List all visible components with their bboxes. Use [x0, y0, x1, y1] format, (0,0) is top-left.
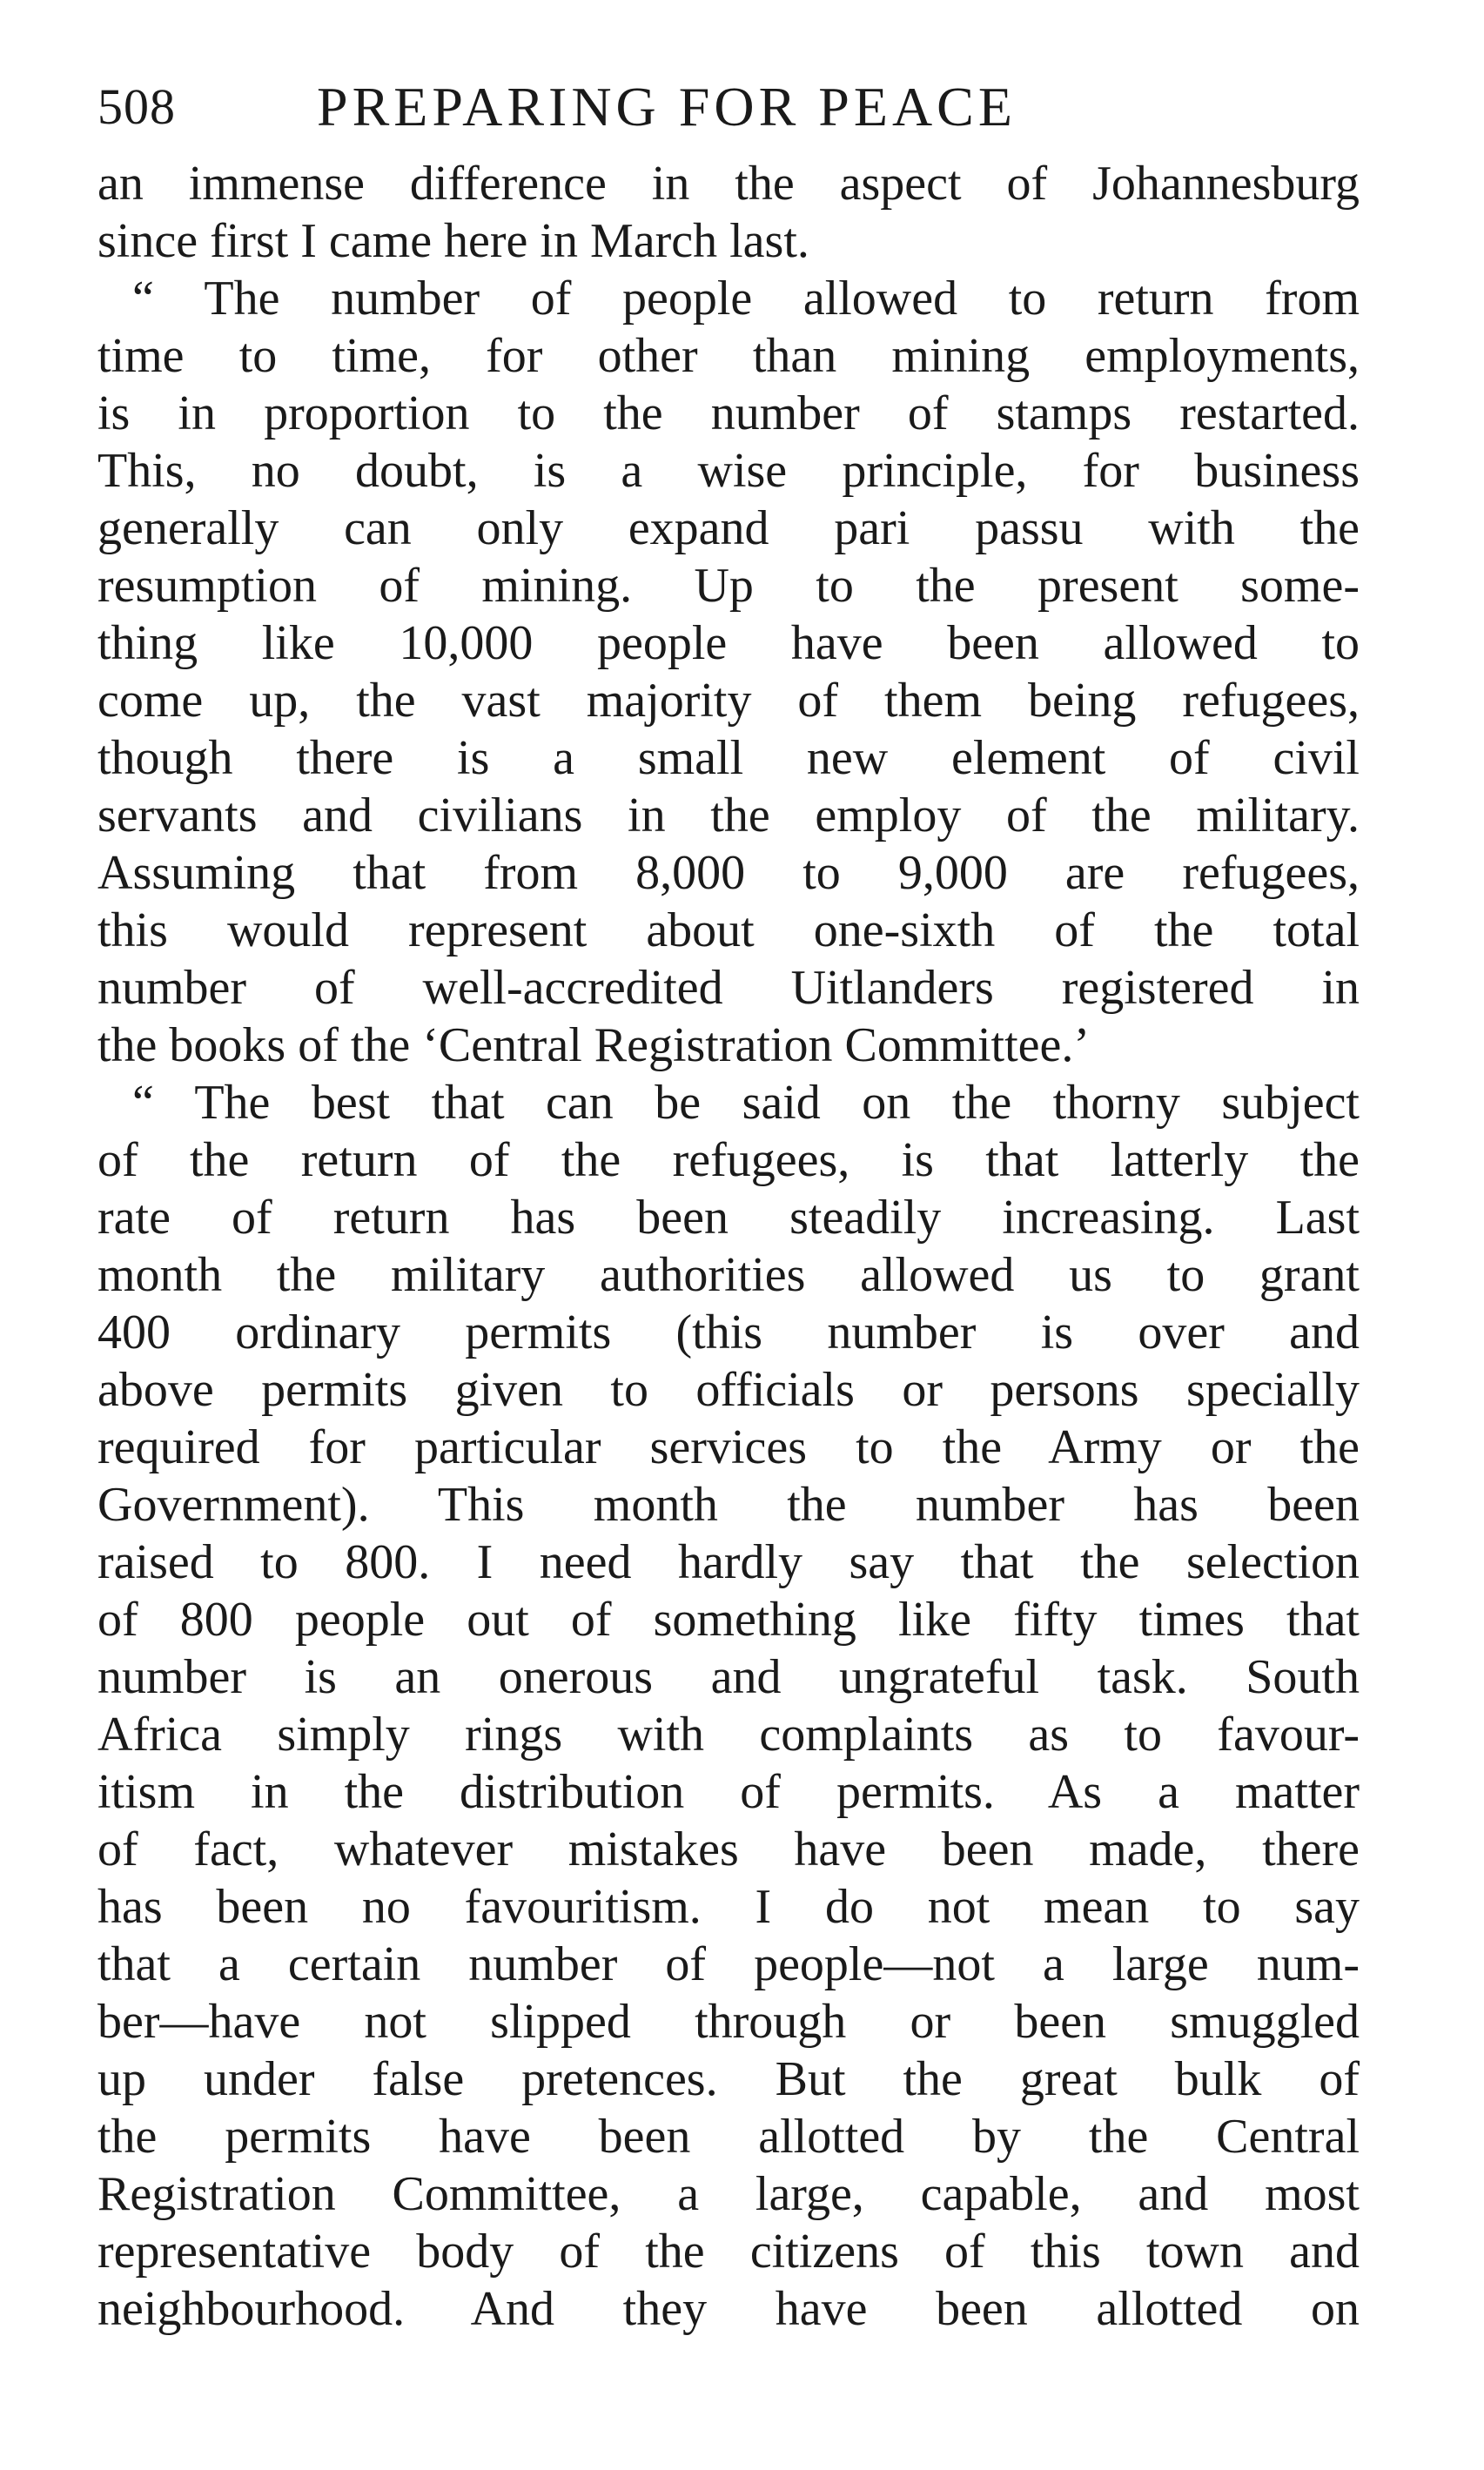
text-line: 400 ordinary permits (this number is over and [97, 1305, 1360, 1359]
text-line: itism in the distribution of permits. As a matter [97, 1765, 1360, 1819]
text-line: Government). This month the number has been [97, 1478, 1360, 1532]
body-text [97, 155, 1360, 2338]
text-line: number is an onerous and ungrateful task. South [97, 1650, 1360, 1704]
running-head [97, 68, 1360, 146]
text-line: required for particular services to the Army or the [97, 1420, 1360, 1474]
text-line: generally can only expand pari passu with the [97, 501, 1360, 555]
text-line: thing like 10,000 people have been allowed to [97, 616, 1360, 670]
text-line: This, no doubt, is a wise principle, for business [97, 444, 1360, 498]
text-line: Africa simply rings with complaints as to favour- [97, 1708, 1360, 1762]
text-line: servants and civilians in the employ of the military. [97, 789, 1360, 842]
text-line: above permits given to officials or persons specially [97, 1363, 1360, 1417]
text-line: raised to 800. I need hardly say that the selection [97, 1535, 1360, 1589]
text-line: representative body of the citizens of this town and [97, 2225, 1360, 2279]
text-line: this would represent about one-sixth of the total [97, 903, 1360, 957]
text-line: the books of the ‘Central Registration Committee.’ [97, 1018, 1090, 1072]
text-line: number of well-accredited Uitlanders registered in [97, 961, 1360, 1015]
text-line: month the military authorities allowed us to grant [97, 1248, 1360, 1302]
text-line: an immense difference in the aspect of Johannesburg [97, 157, 1360, 211]
text-line: since first I came here in March last. [97, 214, 809, 268]
text-line: that a certain number of people—not a large num- [97, 1937, 1360, 1991]
text-line: “ The best that can be said on the thorny subject [132, 1076, 1360, 1130]
text-line: come up, the vast majority of them being refugees, [97, 674, 1360, 728]
text-line: Assuming that from 8,000 to 9,000 are refugees, [97, 846, 1360, 900]
text-line: the permits have been allotted by the Central [97, 2110, 1360, 2164]
text-line: resumption of mining. Up to the present some- [97, 559, 1360, 613]
text-line: of fact, whatever mistakes have been made, there [97, 1822, 1360, 1876]
text-line: time to time, for other than mining employments, [97, 329, 1360, 383]
running-title: PREPARING FOR PEACE [317, 76, 1017, 138]
text-line: though there is a small new element of civil [97, 731, 1360, 785]
text-line: “ The number of people allowed to return from [132, 272, 1360, 326]
text-line: neighbourhood. And they have been allotted on [97, 2282, 1360, 2336]
text-line: Registration Committee, a large, capable, and most [97, 2167, 1360, 2221]
text-line: has been no favouritism. I do not mean to say [97, 1880, 1360, 1934]
text-line: of the return of the refugees, is that latterly the [97, 1133, 1360, 1187]
text-line: up under false pretences. But the great bulk of [97, 2052, 1360, 2106]
text-line: is in proportion to the number of stamps restarted. [97, 386, 1360, 440]
text-line: rate of return has been steadily increasing. Last [97, 1191, 1360, 1245]
page-number: 508 [97, 78, 176, 135]
text-line: of 800 people out of something like fifty times that [97, 1593, 1360, 1647]
text-line: ber—have not slipped through or been smuggled [97, 1995, 1360, 2049]
